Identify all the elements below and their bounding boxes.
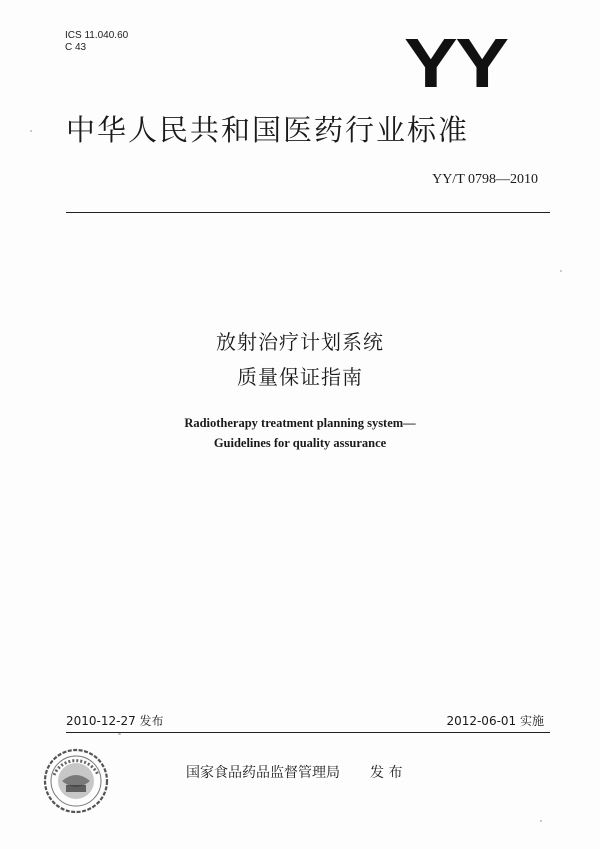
organization-title: 中华人民共和国医药行业标准 <box>66 113 470 147</box>
ics-code: ICS 11.040.60 <box>65 30 129 41</box>
chinese-title-line-2: 质量保证指南 <box>237 365 363 389</box>
issuer-action: 发 布 <box>370 765 403 781</box>
issuer-name: 国家食品药品监督管理局 <box>186 765 340 781</box>
scan-speck <box>560 270 562 272</box>
yy-logo: YY <box>404 24 507 102</box>
ccs-code: C 43 <box>65 42 87 53</box>
scan-speck <box>30 130 32 132</box>
official-seal-stamp <box>40 745 112 817</box>
issuing-authority <box>186 762 402 782</box>
standard-number: YY/T 0798—2010 <box>432 172 538 187</box>
implementation-date: 2012-06-01 实施 <box>446 714 544 728</box>
classification-codes <box>65 30 128 54</box>
top-divider <box>66 212 550 213</box>
bottom-divider <box>66 732 550 733</box>
chinese-title-line-1: 放射治疗计划系统 <box>216 330 384 354</box>
scan-speck <box>118 733 121 735</box>
english-title-line-2: Guidelines for quality assurance <box>213 436 387 450</box>
scan-speck <box>540 820 542 822</box>
issue-date: 2010-12-27 发布 <box>66 714 164 728</box>
english-title-line-1: Radiotherapy treatment planning system— <box>184 416 416 430</box>
